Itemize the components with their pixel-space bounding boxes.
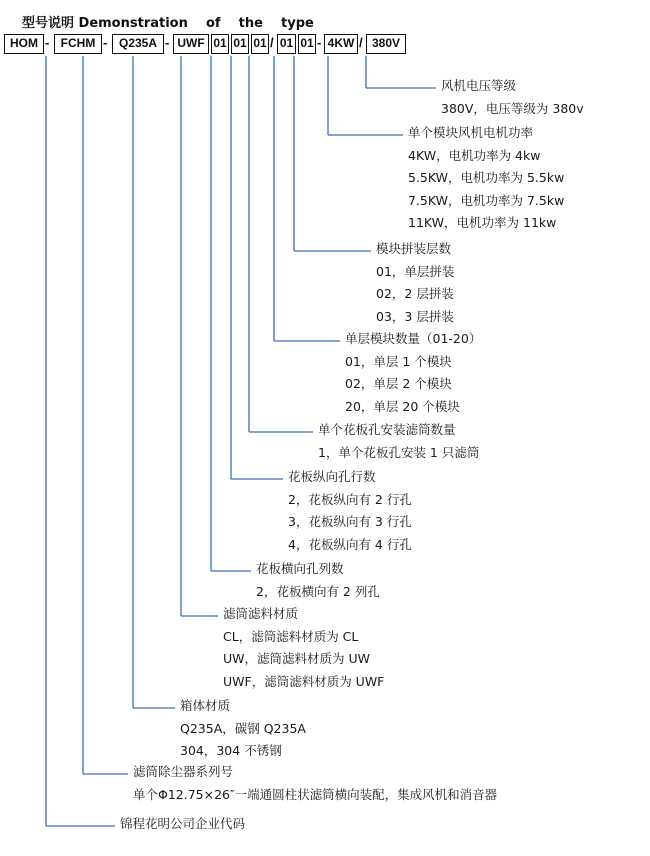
group-item: 1，单个花板孔安装 1 只滤筒 xyxy=(318,444,480,460)
group-item: 7.5KW，电机功率为 7.5kw xyxy=(408,192,565,208)
code-separator: - xyxy=(45,35,50,50)
code-separator: / xyxy=(359,35,363,50)
code-segment: FCHM xyxy=(54,34,102,54)
group-heading: 花板横向孔列数 xyxy=(256,561,344,576)
code-segment: Q235A xyxy=(112,34,164,54)
group-heading: 单个花板孔安装滤筒数量 xyxy=(318,422,456,437)
code-segment: 380V xyxy=(366,34,406,54)
group-item: 01，单层 1 个模块 xyxy=(345,353,452,369)
group-heading: 箱体材质 xyxy=(180,698,231,713)
code-segment: 01 xyxy=(298,34,316,54)
group-item: 03，3 层拼装 xyxy=(376,308,454,324)
group-heading: 滤筒除尘器系列号 xyxy=(133,764,234,779)
code-segment: 01 xyxy=(251,34,269,54)
group-item: 2，花板纵向有 2 行孔 xyxy=(288,491,412,507)
group-item: 01，单层拼装 xyxy=(376,263,455,279)
diagram-title: 型号说明 Demonstration of the type xyxy=(22,16,314,31)
group-item: 11KW，电机功率为 11kw xyxy=(408,215,557,231)
code-separator: - xyxy=(103,35,108,50)
code-segment: 01 xyxy=(231,34,249,54)
group-item: CL，滤筒滤料材质为 CL xyxy=(223,628,359,644)
group-item: 4KW，电机功率为 4kw xyxy=(408,147,541,163)
group-heading: 锦程花明公司企业代码 xyxy=(120,816,246,831)
group-item: 02，2 层拼装 xyxy=(376,286,454,302)
group-heading: 单个模块风机电机功率 xyxy=(408,125,534,140)
code-segment: HOM xyxy=(4,34,44,54)
group-item: Q235A，碳钢 Q235A xyxy=(180,720,306,736)
code-segment: 01 xyxy=(277,34,296,54)
code-separator: / xyxy=(270,35,274,50)
group-item: 2，花板横向有 2 列孔 xyxy=(256,583,380,599)
group-item: 5.5KW，电机功率为 5.5kw xyxy=(408,170,565,186)
group-item: 380V，电压等级为 380v xyxy=(441,100,584,116)
code-segment: UWF xyxy=(173,34,209,54)
group-heading: 花板纵向孔行数 xyxy=(288,469,376,484)
group-heading: 风机电压等级 xyxy=(441,78,517,93)
code-separator: - xyxy=(165,35,170,50)
group-item: 4，花板纵向有 4 行孔 xyxy=(288,536,412,552)
group-item: UWF，滤筒滤料材质为 UWF xyxy=(223,673,385,689)
group-heading: 模块拼装层数 xyxy=(376,241,452,256)
group-item: UW，滤筒滤料材质为 UW xyxy=(223,651,370,667)
group-item: 3，花板纵向有 3 行孔 xyxy=(288,514,412,530)
group-item: 单个Φ12.75×26″一端通圆柱状滤筒横向装配，集成风机和消音器 xyxy=(133,786,498,802)
group-item: 304，304 不锈钢 xyxy=(180,743,282,759)
code-segment: 4KW xyxy=(324,34,358,54)
group-item: 02，单层 2 个模块 xyxy=(345,376,452,392)
group-item: 20，单层 20 个模块 xyxy=(345,398,460,414)
group-heading: 单层模块数量（01-20） xyxy=(345,331,482,346)
group-heading: 滤筒滤料材质 xyxy=(223,606,299,621)
code-segment: 01 xyxy=(211,34,229,54)
code-separator: - xyxy=(317,35,322,50)
